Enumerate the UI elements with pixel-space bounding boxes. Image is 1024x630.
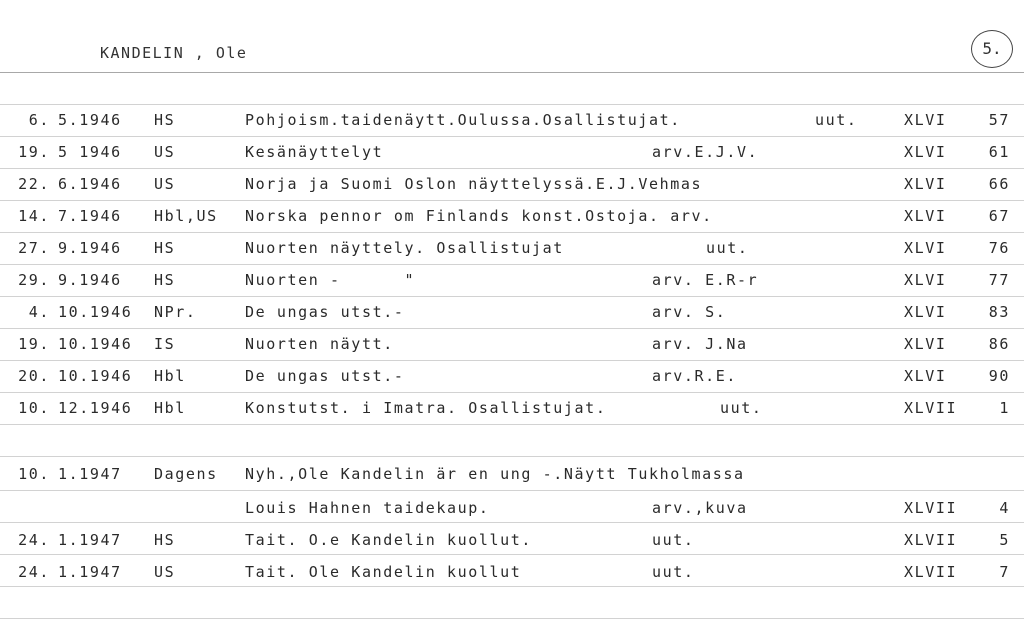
rule-line [0, 232, 1024, 233]
entry-page: 5 [999, 531, 1010, 549]
entry-page: 7 [999, 563, 1010, 581]
entry-author: arv. J.Na [652, 335, 748, 353]
entry-title: De ungas utst.- [245, 303, 405, 321]
entry-row [0, 266, 1024, 294]
entry-newspaper: NPr. [154, 303, 197, 321]
entry-title: Louis Hahnen taidekaup. [245, 499, 490, 517]
entry-day: 14. [18, 207, 50, 225]
entry-author: uut. [706, 239, 749, 257]
entry-day: 29. [18, 271, 50, 289]
entry-title: Nuorten näyttely. Osallistujat [245, 239, 564, 257]
entry-title: Konstutst. i Imatra. Osallistujat. [245, 399, 607, 417]
entry-page: 90 [988, 367, 1010, 385]
entry-date: 6.1946 [58, 175, 122, 193]
entry-volume: XLVII [904, 531, 958, 549]
entry-date: 5.1946 [58, 111, 122, 129]
rule-line [0, 424, 1024, 425]
entry-row [0, 138, 1024, 166]
entry-date: 5 1946 [58, 143, 122, 161]
card-number-circle: 5. [971, 30, 1013, 68]
entry-newspaper: HS [154, 239, 176, 257]
entry-day: 10. [18, 399, 50, 417]
rule-line [0, 264, 1024, 265]
rule-line [0, 392, 1024, 393]
entry-day: 27. [18, 239, 50, 257]
rule-line [0, 456, 1024, 457]
entry-author: uut. [720, 399, 763, 417]
entry-date: 9.1946 [58, 271, 122, 289]
entry-volume: XLVI [904, 239, 947, 257]
entry-date: 10.1946 [58, 335, 133, 353]
entry-newspaper: Hbl,US [154, 207, 218, 225]
rule-line [0, 168, 1024, 169]
entry-day: 19. [18, 335, 50, 353]
entry-row [0, 202, 1024, 230]
entry-day: 24. [18, 531, 50, 549]
entry-date: 9.1946 [58, 239, 122, 257]
entry-page: 4 [999, 499, 1010, 517]
rule-line [0, 554, 1024, 555]
entry-date: 10.1946 [58, 303, 133, 321]
entry-day: 4. [28, 303, 50, 321]
entry-page: 61 [988, 143, 1010, 161]
entry-row [0, 170, 1024, 198]
entry-volume: XLVI [904, 207, 947, 225]
entry-title: Norska pennor om Finlands konst.Ostoja. arv. [245, 207, 713, 225]
entry-volume: XLVI [904, 367, 947, 385]
entry-day: 19. [18, 143, 50, 161]
entry-volume: XLVI [904, 303, 947, 321]
rule-line [0, 522, 1024, 523]
rule-line [0, 328, 1024, 329]
entry-volume: XLVI [904, 111, 947, 129]
rule-line [0, 200, 1024, 201]
entry-author: arv.,kuva [652, 499, 748, 517]
rule-line [0, 490, 1024, 491]
entry-title: Nuorten näytt. [245, 335, 394, 353]
entry-author: uut. [815, 111, 858, 129]
entry-row [0, 460, 1024, 488]
entry-day: 20. [18, 367, 50, 385]
entry-author: uut. [652, 563, 695, 581]
entry-row [0, 330, 1024, 358]
entry-newspaper: Dagens [154, 465, 218, 483]
rule-line [0, 360, 1024, 361]
entry-date: 1.1947 [58, 465, 122, 483]
entry-row [0, 558, 1024, 586]
entry-day: 10. [18, 465, 50, 483]
entry-volume: XLVI [904, 143, 947, 161]
entry-date: 1.1947 [58, 563, 122, 581]
entry-volume: XLVII [904, 399, 958, 417]
entry-newspaper: US [154, 143, 176, 161]
entry-page: 66 [988, 175, 1010, 193]
entry-newspaper: Hbl [154, 367, 186, 385]
entry-row [0, 234, 1024, 262]
entry-title: Tait. O.e Kandelin kuollut. [245, 531, 533, 549]
entry-newspaper: IS [154, 335, 176, 353]
entry-volume: XLVI [904, 175, 947, 193]
entry-page: 1 [999, 399, 1010, 417]
entry-day: 6. [28, 111, 50, 129]
card-header-name: KANDELIN , Ole [100, 44, 248, 62]
entry-volume: XLVI [904, 271, 947, 289]
entry-page: 77 [988, 271, 1010, 289]
entry-author: uut. [652, 531, 695, 549]
entry-row [0, 106, 1024, 134]
entry-page: 76 [988, 239, 1010, 257]
entry-date: 10.1946 [58, 367, 133, 385]
entry-page: 67 [988, 207, 1010, 225]
entry-title: Norja ja Suomi Oslon näyttelyssä.E.J.Vehmas [245, 175, 703, 193]
entry-newspaper: US [154, 563, 176, 581]
header-rule [0, 72, 1024, 73]
entry-volume: XLVII [904, 499, 958, 517]
entry-page: 86 [988, 335, 1010, 353]
entry-row [0, 394, 1024, 422]
entry-author: arv. S. [652, 303, 727, 321]
entry-title: Kesänäyttelyt [245, 143, 384, 161]
entry-row [0, 494, 1024, 522]
entry-newspaper: HS [154, 271, 176, 289]
entry-day: 22. [18, 175, 50, 193]
entry-page: 83 [988, 303, 1010, 321]
entry-page: 57 [988, 111, 1010, 129]
entry-date: 1.1947 [58, 531, 122, 549]
entry-title: Pohjoism.taidenäytt.Oulussa.Osallistujat. [245, 111, 681, 129]
entry-date: 7.1946 [58, 207, 122, 225]
entry-row [0, 298, 1024, 326]
entry-title: Nuorten - " [245, 271, 416, 289]
entry-newspaper: HS [154, 531, 176, 549]
rule-line [0, 104, 1024, 105]
entry-author: arv. E.R-r [652, 271, 759, 289]
entry-volume: XLVII [904, 563, 958, 581]
rule-line [0, 136, 1024, 137]
entry-newspaper: HS [154, 111, 176, 129]
entry-title: Nyh.,Ole Kandelin är en ung -.Näytt Tukholmassa [245, 465, 745, 483]
entry-volume: XLVI [904, 335, 947, 353]
entry-author: arv.E.J.V. [652, 143, 759, 161]
entry-newspaper: Hbl [154, 399, 186, 417]
entry-newspaper: US [154, 175, 176, 193]
entry-title: De ungas utst.- [245, 367, 405, 385]
entry-day: 24. [18, 563, 50, 581]
rule-line [0, 586, 1024, 587]
entry-author: arv.R.E. [652, 367, 738, 385]
entry-row [0, 526, 1024, 554]
entry-title: Tait. Ole Kandelin kuollut [245, 563, 522, 581]
rule-line [0, 296, 1024, 297]
entry-row [0, 362, 1024, 390]
entry-date: 12.1946 [58, 399, 133, 417]
rule-line [0, 618, 1024, 619]
